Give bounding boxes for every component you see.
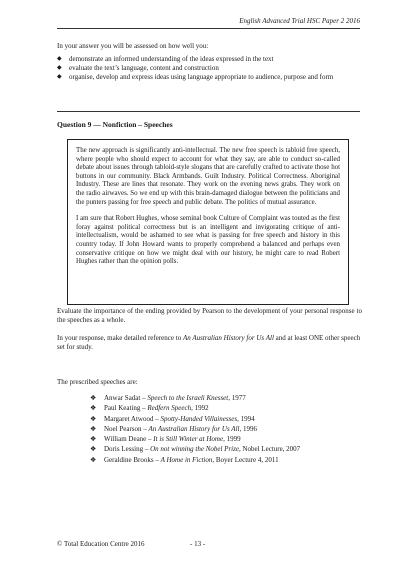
page-number: - 13 - — [190, 540, 206, 548]
four-diamond-bullet-icon: ❖ — [90, 424, 97, 433]
speech-item: ❖ Anwar Sadat – Speech to the Israeli Knesset, 1977 — [90, 394, 246, 402]
diamond-bullet-icon: ◆ — [57, 56, 62, 62]
section-divider — [57, 111, 360, 112]
four-diamond-bullet-icon: ❖ — [90, 455, 97, 464]
evaluate-instruction: Evaluate the importance of the ending provided by Pearson to the development of your personal response to the speeches as a whole. — [57, 307, 362, 324]
question-title: Question 9 — Nonfiction – Speeches — [57, 120, 173, 129]
criteria-text: organise, develop and express ideas using language appropriate to audience, purpose and form — [69, 73, 334, 81]
header-divider — [57, 28, 360, 29]
diamond-bullet-icon: ◆ — [57, 65, 62, 71]
four-diamond-bullet-icon: ❖ — [90, 445, 97, 454]
response-speech-title: An Australian History for Us All — [182, 334, 274, 342]
criteria-item — [57, 73, 362, 82]
speech-title: Spotty-Handed Villainesses — [160, 414, 238, 423]
assessment-intro: In your answer you will be assessed on how well you: — [57, 42, 209, 50]
speech-item: ❖ Geraldine Brooks – A Home in Fiction, Boyer Lecture 4, 2011 — [90, 455, 279, 464]
quote-paragraph: The new approach is significantly anti-intellectual. The new free speech is tabloid free speech, where people who should expect to account for what they say, are able to conduct so-called debate about issues through tabloid-style slogans that are carefully crafted to activate those hot buttons in our community. Black Armbands. Guilt Industry. Political Correctness. Aboriginal Industry. These are lines that resonate. They work on the evening news grabs. They work on the radio airwaves. So we end up with this brain-damaged dialogue between the politicians and the punters passing for free speech and public debate. The politics of mutual assurance. — [76, 147, 340, 206]
speech-author: William Deane — [104, 435, 147, 444]
response-text: In your response, make detailed reference to — [57, 334, 183, 342]
criteria-item — [57, 55, 362, 64]
speech-title: It is Still Winter at Home — [153, 435, 224, 444]
speech-title: Speech to the Israeli Knesset — [147, 394, 229, 402]
speech-detail: , 1996 — [239, 424, 257, 433]
four-diamond-bullet-icon: ❖ — [90, 414, 97, 423]
speech-author: Margaret Atwood — [104, 414, 154, 423]
speech-item: ❖ William Deane – It is Still Winter at Home, 1999 — [90, 435, 241, 444]
speech-author: Geraldine Brooks — [104, 455, 154, 464]
speech-item: ❖ Paul Keating – Redfern Speech, 1992 — [90, 404, 209, 413]
speech-detail: , 1994 — [237, 414, 255, 423]
prescribed-speeches-list — [90, 393, 300, 465]
four-diamond-bullet-icon: ❖ — [90, 435, 97, 444]
speech-detail: , Nobel Lecture, 2007 — [238, 445, 301, 454]
four-diamond-bullet-icon: ❖ — [90, 404, 97, 413]
criteria-text: evaluate the text’s language, content and construction — [69, 64, 219, 72]
speech-item: ❖ Noel Pearson – An Australian History for Us All, 1996 — [90, 424, 257, 433]
speech-author: Anwar Sadat — [104, 394, 141, 402]
criteria-text: demonstrate an informed understanding of the ideas expressed in the text — [69, 55, 274, 63]
response-text: and at least ONE other speech set for study. — [57, 334, 361, 351]
speech-author: Doris Lessing — [104, 445, 144, 454]
assessment-criteria-list — [57, 55, 362, 82]
speech-author: Noel Pearson — [104, 424, 142, 433]
speech-title: A Home in Fiction — [160, 455, 213, 464]
quote-paragraph: I am sure that Robert Hughes, whose seminal book Culture of Complaint was touted as the first foray against political correctness but is an intelligent and invigorating critique of anti-intellectualism, would be ashamed to see what is passing for free speech and history in this country today. If John Howard wants to properly comprehend a balanced and perhaps even conservative critique on how we might deal with our history, he might care to read Robert Hughes rather than the opinion polls. — [76, 215, 340, 266]
speech-title: Redfern Speech — [147, 404, 192, 413]
speech-author: Paul Keating — [104, 404, 141, 413]
speech-title: On not winning the Nobel Prize — [150, 445, 239, 454]
footer-copyright: © Total Education Centre 2016 — [57, 540, 145, 548]
speech-detail: , 1992 — [191, 404, 209, 413]
diamond-bullet-icon: ◆ — [57, 74, 62, 80]
page-header: English Advanced Trial HSC Paper 2 2016 — [239, 17, 360, 25]
prescribed-intro: The prescribed speeches are: — [57, 378, 138, 386]
response-instruction — [57, 334, 362, 352]
speech-item: ❖ Margaret Atwood – Spotty-Handed Villainesses, 1994 — [90, 414, 255, 423]
speech-title: An Australian History for Us All — [148, 424, 240, 433]
quote-box — [67, 139, 349, 305]
criteria-item — [57, 64, 362, 73]
speech-detail: , Boyer Lecture 4, 2011 — [212, 455, 279, 464]
speech-detail: , 1977 — [228, 394, 246, 402]
speech-detail: , 1999 — [223, 435, 241, 444]
four-diamond-bullet-icon: ❖ — [90, 394, 97, 402]
speech-item: ❖ Doris Lessing – On not winning the Nobel Prize, Nobel Lecture, 2007 — [90, 445, 301, 454]
